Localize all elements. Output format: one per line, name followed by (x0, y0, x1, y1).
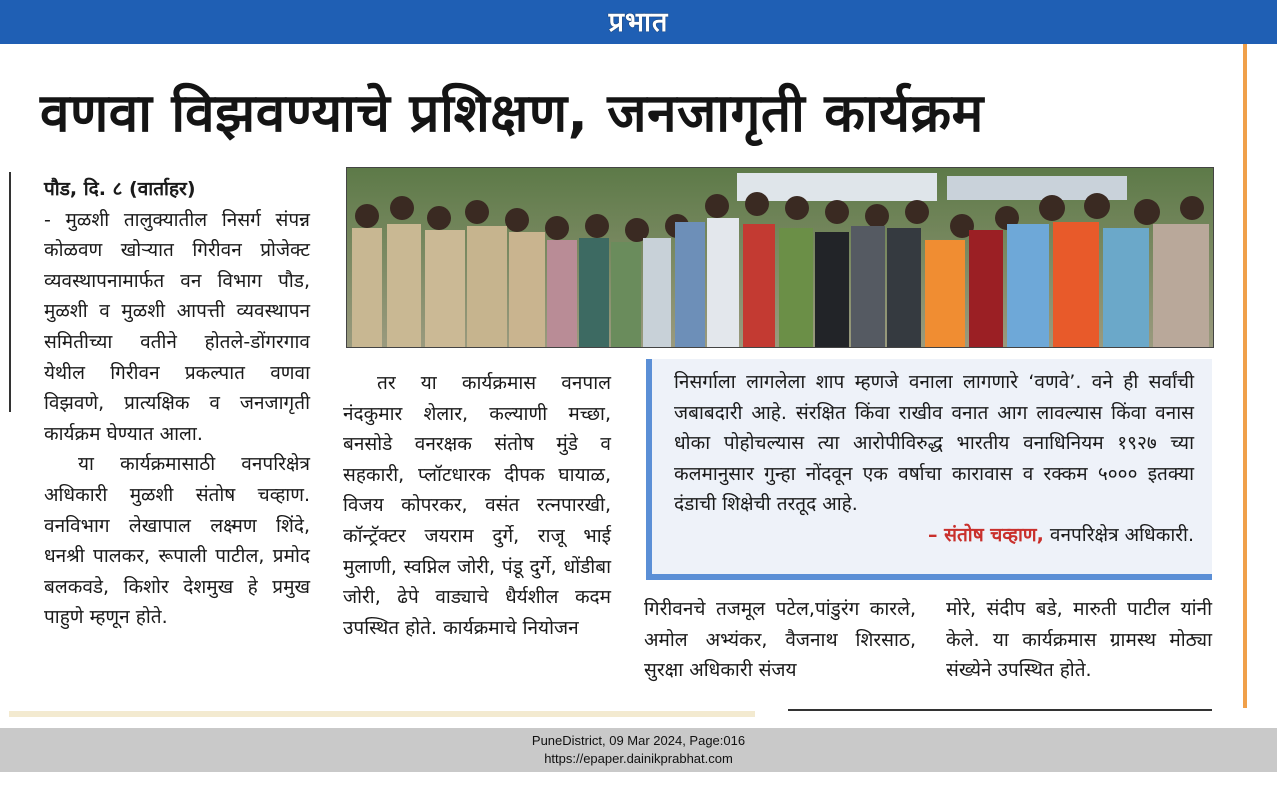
dateline: पौड, दि. ८ (वार्ताहर) (44, 178, 196, 200)
pull-quote-text: निसर्गाला लागलेला शाप म्हणजे वनाला लागणारे ‘वणवे’. वने ही सर्वांची जबाबदारी आहे. संरक्षित किंवा राखीव वनात आग लावल्यास किंवा वनास धोका पोहोचल्यास त्या आरोपीविरुद्ध भारतीय वनाधिनियम १९२७ च्या कलमानुसार गुन्हा नोंदवून एक वर्षाचा कारावास व रक्कम ५००० इतक्या दंडाची शिक्षेची तरतूद आहे. (674, 371, 1194, 515)
newspaper-logo: प्रभात (608, 7, 669, 38)
article-column-2 (343, 368, 611, 643)
masthead-bar (0, 0, 1277, 44)
article-paragraph: - मुळशी तालुक्यातील निसर्ग संपन्न कोळवण खोऱ्यात गिरीवन प्रोजेक्ट व्यवस्थापनामार्फत वन विभाग पौड, मुळशी व मुळशी आपत्ती व्यवस्थापन समितीच्या वतीने होतले-डोंगरगाव येथील गिरीवन प्रकल्पात वणवा विझवणे, प्रात्यक्षिक व जनजागृती कार्यक्रम घेण्यात आला. (44, 208, 310, 445)
epaper-footer (0, 728, 1277, 772)
article-photo (346, 167, 1214, 348)
quote-author: – संतोष चव्हाण, (928, 523, 1044, 546)
column-rule (9, 172, 11, 412)
quote-author-title: वनपरिक्षेत्र अधिकारी. (1049, 523, 1194, 546)
bottom-strip (9, 711, 755, 717)
article-paragraph: तर या कार्यक्रमास वनपाल नंदकुमार शेलार, कल्याणी मच्छा, बनसोडे वनरक्षक संतोष मुंडे व सहकारी, प्लॉटधारक दीपक घायाळ, विजय कोपरकर, वसंत रत्नपारखी, कॉन्ट्रॅक्टर जयराम दुर्गे, राजू भाई मुलाणी, स्वप्निल जोरी, पंडू दुर्गे, धोंडीबा जोरी, ढेपे वाड्याचे धैर्यशील कदम उपस्थित होते. कार्यक्रमाचे नियोजन (343, 372, 611, 639)
article-paragraph: गिरीवनचे तजमूल पटेल,पांडुरंग कारले, अमोल अभ्यंकर, वैजनाथ शिरसाठ, सुरक्षा अधिकारी संजय (644, 598, 916, 682)
side-rule (1243, 44, 1247, 708)
bottom-rule (788, 709, 1212, 711)
group-photo-image (347, 168, 1213, 347)
article-column-3 (644, 594, 916, 686)
pull-quote-attribution (674, 520, 1194, 551)
article-column-1 (44, 174, 310, 633)
epaper-url: https://epaper.dainikprabhat.com (544, 751, 733, 766)
edition-line: PuneDistrict, 09 Mar 2024, Page:016 (531, 733, 746, 748)
article-column-4 (946, 594, 1212, 686)
article-paragraph: या कार्यक्रमासाठी वनपरिक्षेत्र अधिकारी मुळशी संतोष चव्हाण. वनविभाग लेखापाल लक्ष्मण शिंदे, धनश्री पालकर, रूपाली पाटील, प्रमोद बलकवडे, किशोर देशमुख हे प्रमुख पाहुणे म्हणून होते. (44, 453, 310, 629)
pull-quote-box (646, 359, 1212, 580)
article-paragraph: मोरे, संदीप बडे, मारुती पाटील यांनी केले. या कार्यक्रमास ग्रामस्थ मोठ्या संख्येने उपस्थित होते. (946, 598, 1212, 682)
article-headline: वणवा विझवण्याचे प्रशिक्षण, जनजागृती कार्यक्रम (40, 83, 984, 144)
